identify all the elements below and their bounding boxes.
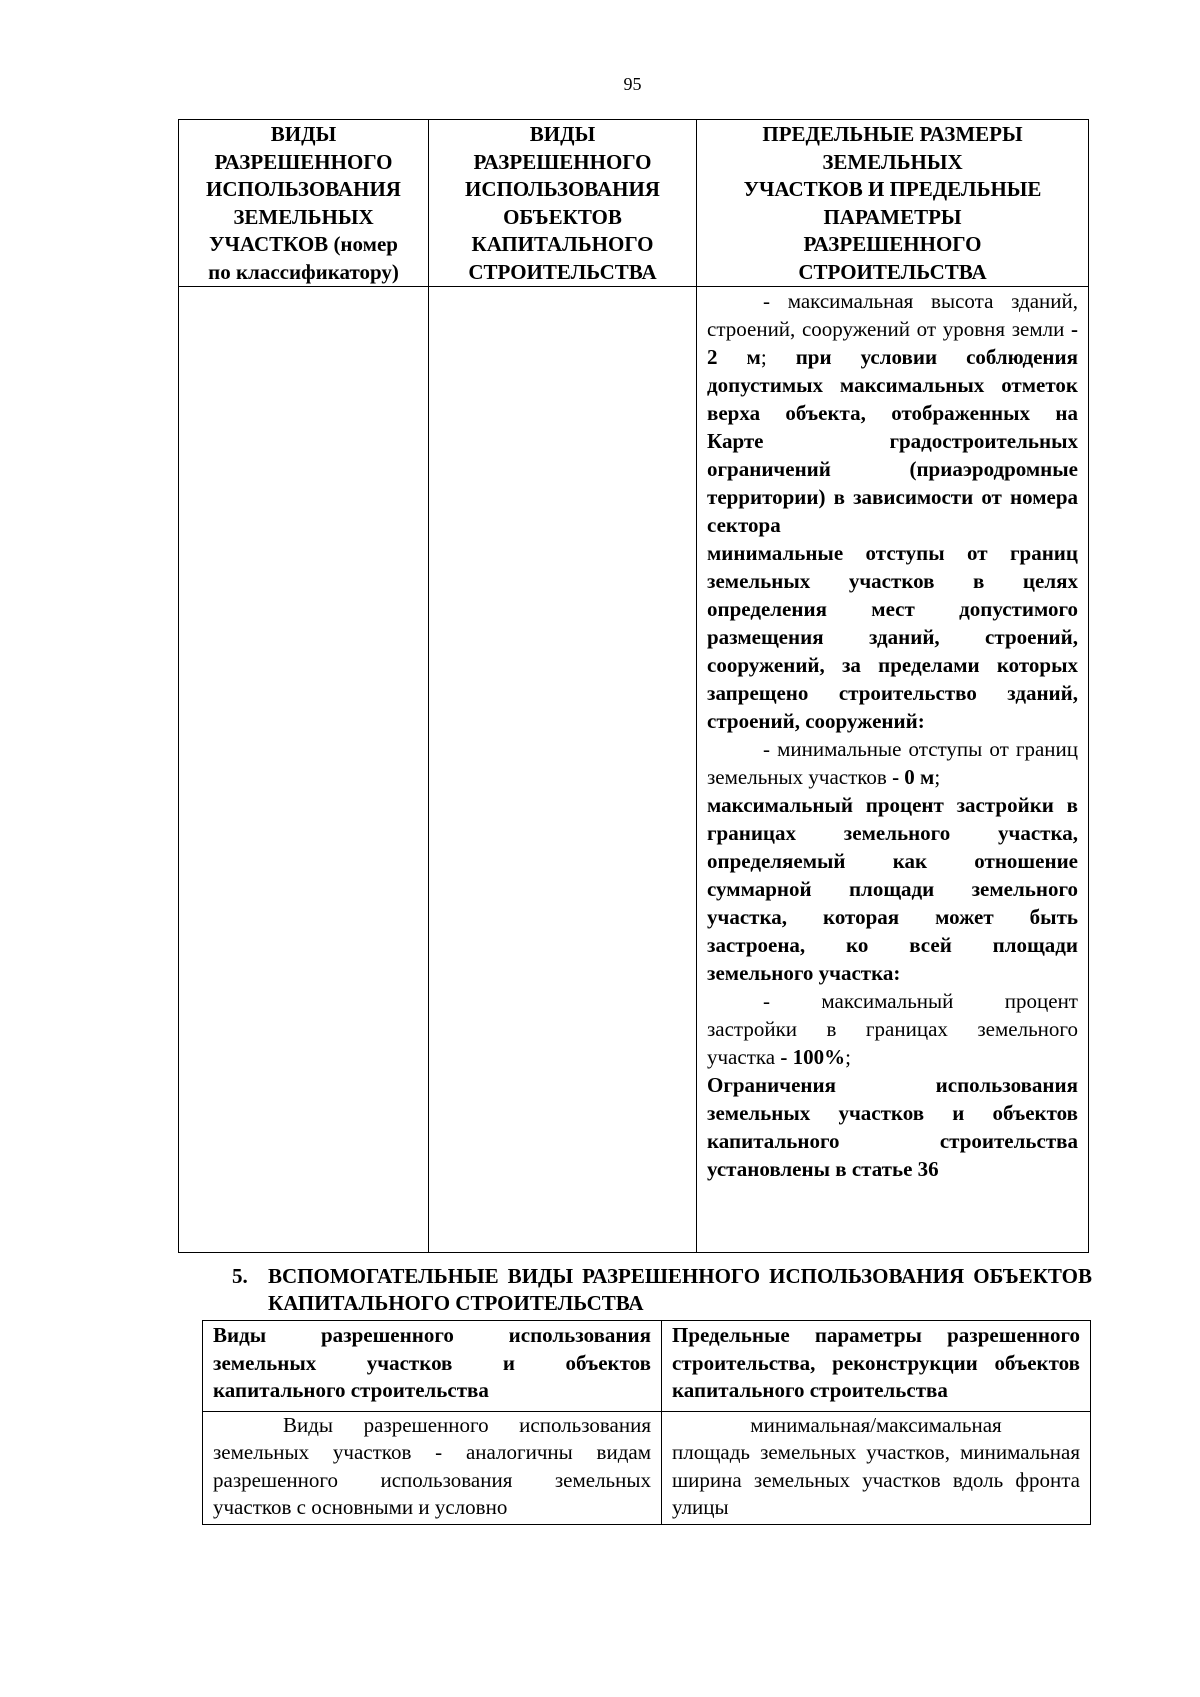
page-number: 95 (623, 74, 642, 94)
min-setbacks-paragraph (707, 735, 1078, 791)
max-height-text: - максимальная высота зданий, строений, сооружений от уровня земли (707, 289, 1078, 341)
table-row (203, 1411, 1091, 1524)
header-uses: Виды разрешенного использования земельных участков и объектов капитального строительства (203, 1321, 662, 1412)
header-line: РАЗРЕШЕННОГО (214, 149, 393, 174)
table-header-row (203, 1321, 1091, 1412)
max-height-value: - 2 м (707, 317, 1079, 369)
separator: ; (845, 1045, 851, 1069)
header-line: ПАРАМЕТРЫ (823, 204, 962, 229)
header-line: ИСПОЛЬЗОВАНИЯ (465, 177, 660, 201)
header-line: ИСПОЛЬЗОВАНИЯ (206, 177, 401, 201)
min-setbacks-value: - 0 м (886, 765, 935, 789)
header-line: по классификатору) (208, 259, 399, 284)
table-header-row (179, 120, 1089, 287)
parameters-text: площадь земельных участков, минимальная ширина земельных участков вдоль фронта улицы (672, 1440, 1080, 1519)
header-line: ВИДЫ (270, 122, 337, 146)
header-line: СТРОИТЕЛЬСТВА (798, 259, 987, 284)
header-line: КАПИТАЛЬНОГО (471, 232, 654, 256)
separator: ; (760, 345, 796, 369)
header-line: ПРЕДЕЛЬНЫЕ РАЗМЕРЫ (762, 122, 1023, 146)
max-coverage-paragraph (707, 987, 1078, 1071)
land-use-table (178, 119, 1089, 1253)
min-setbacks-text: - минимальные отступы от границ земельных участков (707, 737, 1078, 789)
header-limit-parameters (697, 120, 1089, 287)
header-line: ЗЕМЕЛЬНЫХ (233, 204, 374, 229)
header-line: УЧАСТКОВ (номер (209, 232, 398, 256)
section-number: 5. (232, 1264, 248, 1288)
header-line: ВИДЫ (529, 122, 596, 146)
header-line: РАЗРЕШЕННОГО (473, 149, 652, 174)
max-coverage-value: - 100% (775, 1045, 846, 1069)
max-coverage-heading: максимальный процент застройки в границах земельного участка, определяемый как отношение суммарной площади земельного участка, которая может быть застроена, ко всей площади земельного участка: (707, 793, 1078, 985)
table-row (179, 287, 1089, 1253)
auxiliary-uses-table (202, 1320, 1091, 1525)
parameters-cell (697, 287, 1089, 1253)
header-parameters: Предельные параметры разрешенного строительства, реконструкции объектов капитального строительства (662, 1321, 1091, 1412)
parameters-first-line: минимальная/максимальная (750, 1412, 1002, 1437)
max-height-condition: при условии соблюдения допустимых максимальных отметок верха объекта, отображенных на Карте градостроительных ограничений (приаэродромные территории) в зависимости от номера сектора (707, 345, 1078, 537)
section-heading (232, 1263, 1092, 1317)
capital-construction-cell (429, 287, 697, 1253)
header-line: РАЗРЕШЕННОГО (803, 232, 982, 256)
land-use-cell (179, 287, 429, 1253)
section-title-text: ВСПОМОГАТЕЛЬНЫЕ ВИДЫ РАЗРЕШЕННОГО ИСПОЛЬЗОВАНИЯ ОБЪЕКТОВ КАПИТАЛЬНОГО СТРОИТЕЛЬСТВА (268, 1264, 1092, 1315)
restrictions-paragraph: Ограничения использования земельных участков и объектов капитального строительства установлены в статье 36 (707, 1073, 1078, 1181)
header-line: ЗЕМЕЛЬНЫХ (822, 149, 963, 174)
parameters-cell (662, 1411, 1091, 1524)
header-capital-construction-types (429, 120, 697, 287)
separator: ; (934, 765, 941, 789)
max-coverage-text: - максимальный процент застройки в границах земельного участка (707, 989, 1078, 1069)
min-setbacks-heading: минимальные отступы от границ земельных участков в целях определения мест допустимого размещения зданий, строений, сооружений, за пределами которых запрещено строительство зданий, строений, сооружений: (707, 541, 1078, 733)
uses-cell (203, 1411, 662, 1524)
uses-text: Виды разрешенного использования земельных участков - аналогичны видам разрешенного использования земельных участков с основными и условно (213, 1412, 651, 1519)
max-height-paragraph (707, 287, 1078, 539)
header-line: УЧАСТКОВ И ПРЕДЕЛЬНЫЕ (743, 177, 1042, 201)
header-line: СТРОИТЕЛЬСТВА (468, 259, 657, 284)
header-land-use-types (179, 120, 429, 287)
header-line: ОБЪЕКТОВ (503, 204, 622, 229)
